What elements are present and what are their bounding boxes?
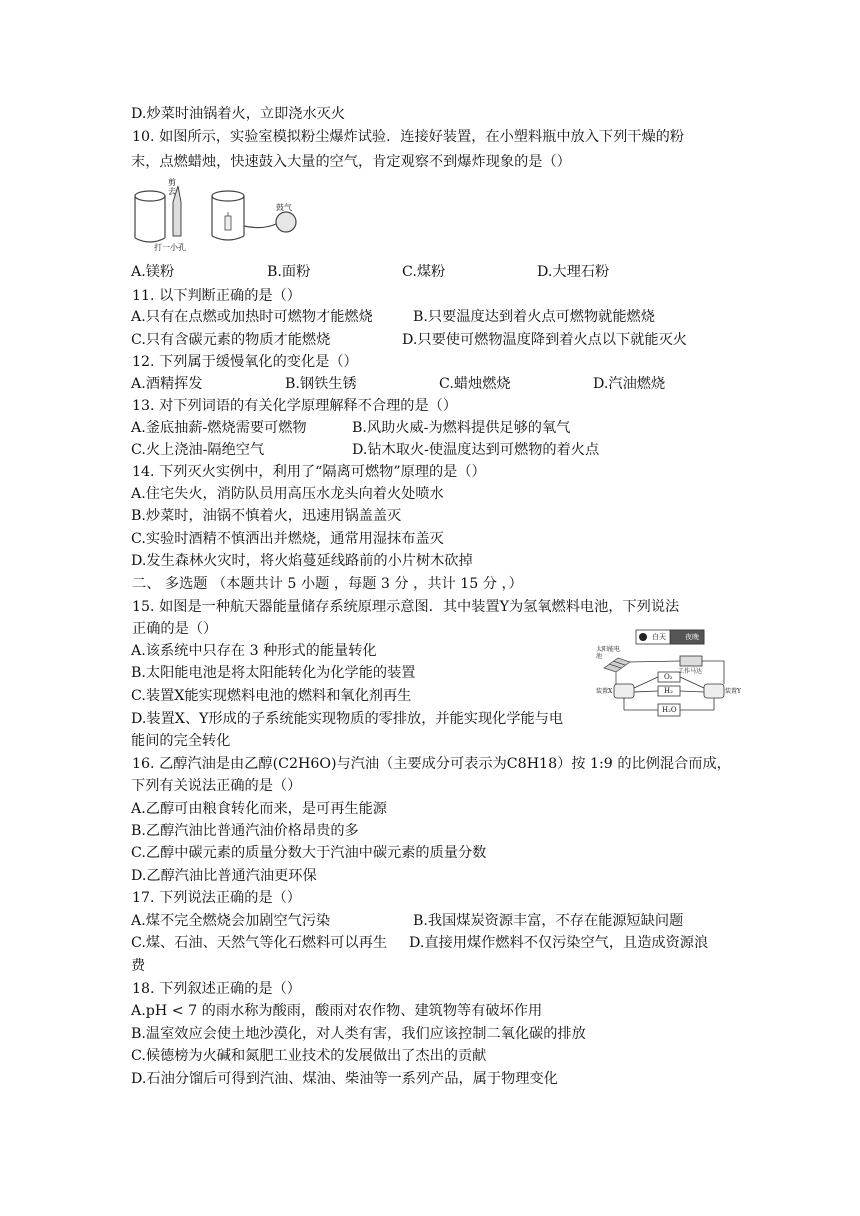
q16-stem-line1: 16. 乙醇汽油是由乙醇(C2H6O)与汽油（主要成分可表示为C8H18）按 1:9 的比例混合而成， [132,756,731,772]
section-two-heading: 二、 多选题 （本题共计 5 小题 ，每题 3 分 ，共计 15 分 ，） [132,576,523,592]
q17-option-c: C.煤、石油、天然气等化石燃料可以再生 [131,935,388,951]
q13-option-b: B.风助火威-为燃料提供足够的氧气 [352,420,571,436]
q17-option-d: D.直接用煤作燃料不仅污染空气，且造成资源浪 [409,935,709,951]
q11-option-c: C.只有含碳元素的物质才能燃烧 [131,332,331,348]
q12-option-c: C.蜡烛燃烧 [439,376,511,392]
q10-option-c: C.煤粉 [402,264,446,280]
q11-option-d: D.只要使可燃物温度降到着火点以下就能灭火 [402,332,687,348]
dust-explosion-figure [128,178,308,258]
q18-option-d: D.石油分馏后可得到汽油、煤油、柴油等一系列产品，属于物理变化 [131,1071,558,1087]
q17-option-d-continued: 费 [131,958,146,974]
label-cut: 剪去 [168,178,176,196]
label-night: 夜晚 [685,633,699,641]
q15-option-a: A.该系统中只存在 3 种形式的能量转化 [131,643,377,659]
q13-option-d: D.钻木取火-使温度达到可燃物的着火点 [352,442,600,458]
q17-option-a: A.煤不完全燃烧会加剧空气污染 [131,913,331,929]
q10-stem-line1: 10. 如图所示，实验室模拟粉尘爆炸试验．连接好装置，在小塑料瓶中放入下列干燥的粉 [132,129,685,145]
q12-stem: 12. 下列属于缓慢氧化的变化是（） [132,354,358,370]
q16-option-b: B.乙醇汽油比普通汽油价格昂贵的多 [131,823,359,839]
q16-option-d: D.乙醇汽油比普通汽油更环保 [131,868,317,884]
label-air: 鼓气 [276,203,292,212]
label-motor: 工作马达 [678,668,703,675]
q10-stem-line2: 末，点燃蜡烛，快速鼓入大量的空气，肯定观察不到爆炸现象的是（） [131,154,571,170]
q17-option-b: B.我国煤炭资源丰富，不存在能源短缺问题 [413,913,684,929]
q15-option-d-line1: D.装置X、Y形成的子系统能实现物质的零排放，并能实现化学能与电 [131,711,564,727]
q10-option-d: D.大理石粉 [537,264,610,280]
q15-stem-text: 15. 如图是一种航天器能量储存系统原理示意图．其中装置Y为氢氧燃料电池，下列说法 [132,599,680,615]
q14-option-a: A.住宅失火，消防队员用高压水龙头向着火处喷水 [131,486,444,502]
q12-option-d: D.汽油燃烧 [593,376,666,392]
q16-option-a: A.乙醇可由粮食转化而来，是可再生能源 [131,801,387,817]
q12-options-row [0,374,860,394]
label-solar: 太阳能电池 [596,646,621,660]
q11-stem: 11. 以下判断正确的是（） [132,288,301,304]
q15-option-c: C.装置X能实现燃料电池的燃料和氧化剂再生 [131,688,412,704]
q11-options-row2 [0,330,860,350]
q17-options-row1 [0,911,860,931]
q16-option-c: C.乙醇中碳元素的质量分数大于汽油中碳元素的质量分数 [131,845,487,861]
q13-options-row2 [0,440,860,460]
q13-option-a: A.釜底抽薪-燃烧需要可燃物 [131,420,307,436]
label-h2: H₂ [664,687,673,695]
q9-option-d: D.炒菜时油锅着火，立即浇水灭火 [131,106,346,122]
label-o2: O₂ [664,673,673,681]
q13-options-row1 [0,418,860,438]
q15-stem-line1 [132,597,679,617]
q15-option-b: B.太阳能电池是将太阳能转化为化学能的装置 [131,665,416,681]
q12-option-b: B.钢铁生锈 [285,376,357,392]
label-hole: 打一小孔 [154,243,186,252]
q14-option-b: B.炒菜时，油锅不慎着火，迅速用锅盖盖灭 [131,508,402,524]
label-h2o: H₂O [662,706,677,714]
label-device-y: 装置Y [725,688,741,695]
q14-option-d: D.发生森林火灾时，将火焰蔓延线路前的小片树木砍掉 [131,553,473,569]
q18-option-b: B.温室效应会使土地沙漠化，对人类有害，我们应该控制二氧化碳的排放 [131,1026,586,1042]
q11-options-row1 [0,307,860,327]
q14-option-c: C.实验时酒精不慎洒出并燃烧，通常用湿抹布盖灭 [131,531,444,547]
q10-option-a: A.镁粉 [131,264,175,280]
q18-stem: 18. 下列叙述正确的是（） [132,981,301,997]
q13-option-c: C.火上浇油-隔绝空气 [131,442,265,458]
q11-option-a: A.只有在点燃或加热时可燃物才能燃烧 [131,309,373,325]
label-device-x: 装置X [596,688,613,695]
q10-options-row [0,262,860,282]
q14-stem: 14. 下列灭火实例中，利用了“隔离可燃物”原理的是（） [132,464,486,480]
energy-system-figure [596,628,744,722]
q10-option-b: B.面粉 [267,264,311,280]
q17-options-row2 [0,933,860,953]
q16-stem-line2: 下列有关说法正确的是（） [131,778,302,794]
q17-stem: 17. 下列说法正确的是（） [132,890,301,906]
q15-stem-line2: 正确的是（） [132,621,218,637]
q12-option-a: A.酒精挥发 [131,376,203,392]
q18-option-c: C.候德榜为火碱和氮肥工业技术的发展做出了杰出的贡献 [131,1048,487,1064]
q11-option-b: B.只要温度达到着火点可燃物就能燃烧 [413,309,655,325]
q13-stem: 13. 对下列词语的有关化学原理解释不合理的是（） [132,398,458,414]
q18-option-a: A.pH < 7 的雨水称为酸雨，酸雨对农作物、建筑物等有破坏作用 [131,1003,543,1019]
q15-option-d-line2: 能间的完全转化 [131,733,231,749]
label-day: 白天 [652,633,666,641]
